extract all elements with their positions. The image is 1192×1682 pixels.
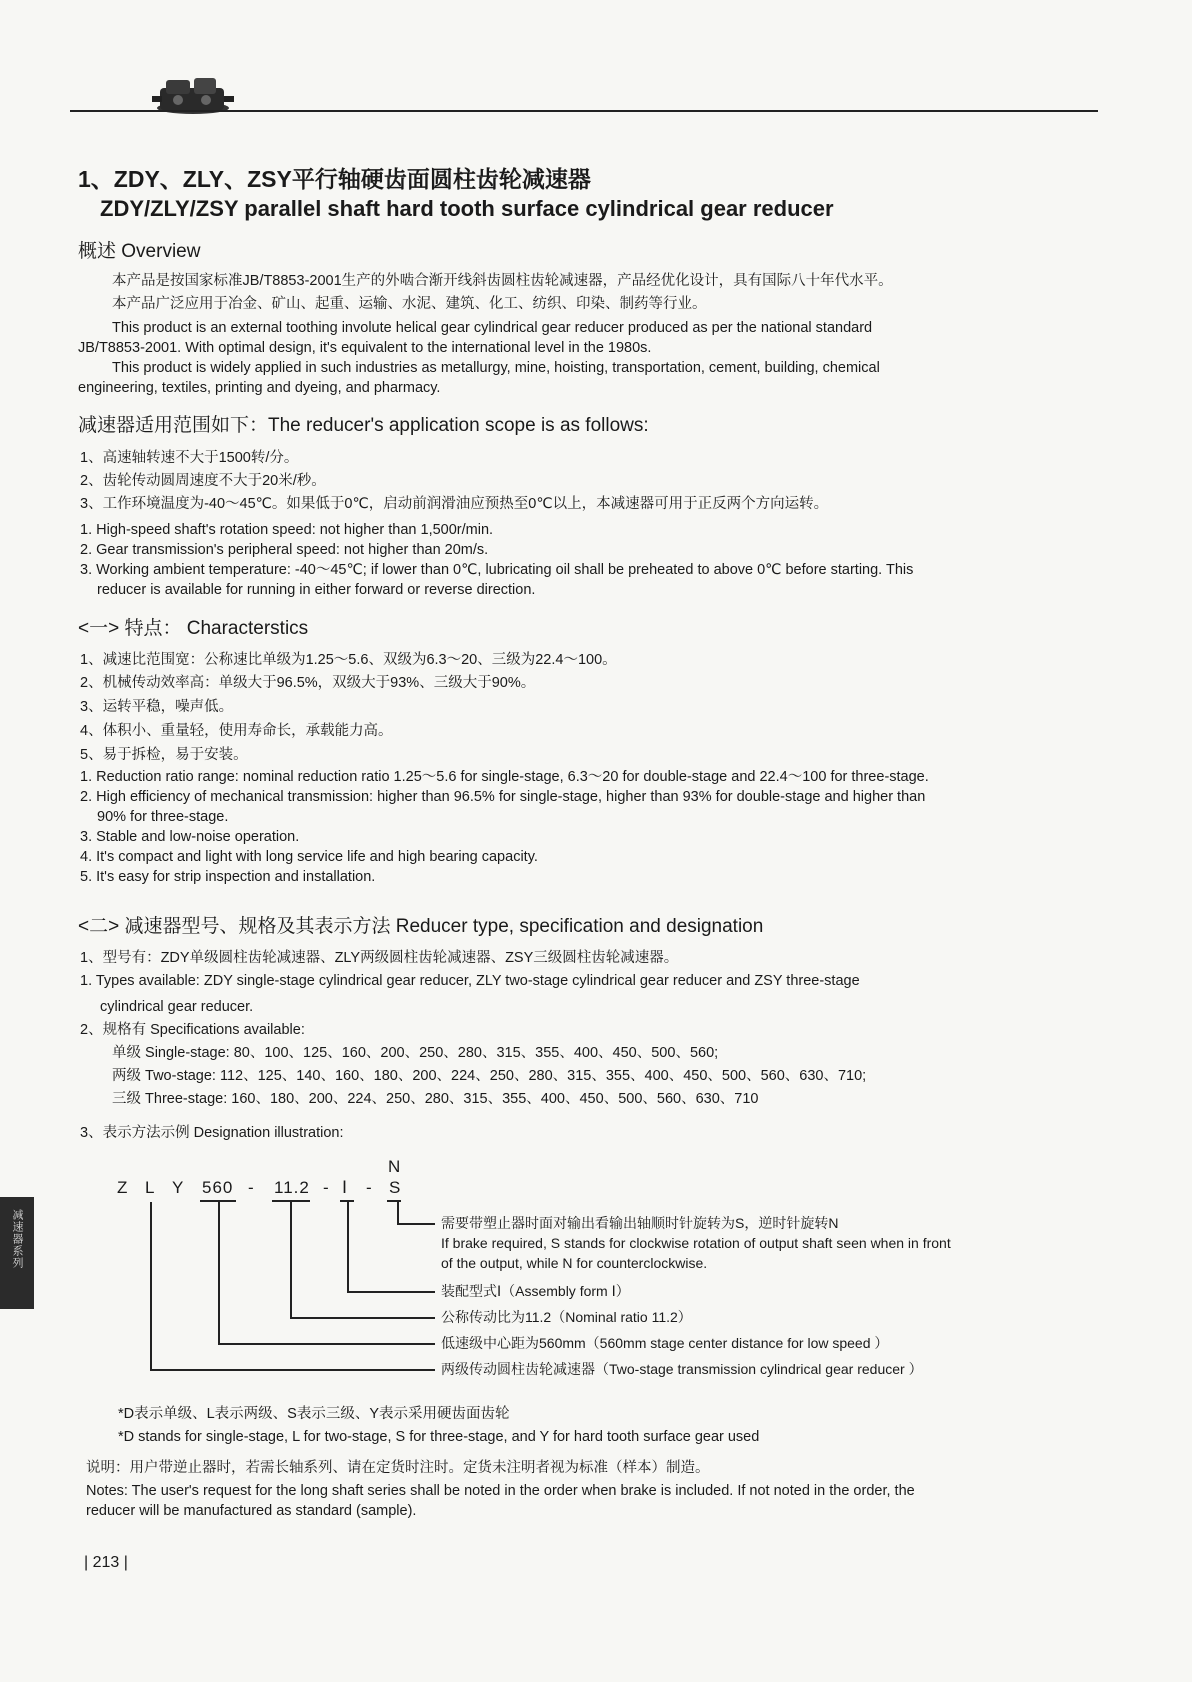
title-block <box>78 164 834 224</box>
scope-en-1: 1. High-speed shaft's rotation speed: not higher than 1,500r/min. <box>80 522 494 538</box>
code-direction-n: N <box>388 1157 402 1176</box>
side-tab-label: 减速器系列 <box>11 1209 23 1269</box>
title-cn: 1、ZDY、ZLY、ZSY平行轴硬齿面圆柱齿轮减速器 <box>78 166 591 192</box>
header-rule <box>70 110 1098 112</box>
designation-heading: 3、表示方法示例 Designation illustration: <box>80 1125 344 1141</box>
features-en-5: 5. It's easy for strip inspection and installation. <box>80 869 376 885</box>
features-heading: <一> 特点： Characterstics <box>78 618 309 639</box>
leader-type-h <box>150 1369 435 1371</box>
types-heading: <二> 减速器型号、规格及其表示方法 Reducer type, specification and designation <box>78 916 764 937</box>
code-ratio: 11.2 <box>274 1178 310 1197</box>
scope-en-3: 3. Working ambient temperature: -40～45℃; if lower than 0℃, lubricating oil shall be preheated to above 0℃ before starting. This <box>80 562 914 578</box>
overview-en-2a: This product is widely applied in such industries as metallurgy, mine, hoisting, transportation, cement, building, chemical <box>112 360 880 376</box>
features-en-3: 3. Stable and low-noise operation. <box>80 829 300 845</box>
code-dash-3: - <box>366 1178 373 1197</box>
code-dash-2: - <box>323 1178 330 1197</box>
code-l: L <box>145 1178 156 1197</box>
leader-direction-v <box>397 1202 399 1224</box>
features-en-4: 4. It's compact and light with long service life and high bearing capacity. <box>80 849 538 865</box>
features-cn-5: 5、易于拆检，易于安装。 <box>80 747 248 763</box>
features-en-2b: 90% for three-stage. <box>97 809 229 825</box>
page-number: | 213 | <box>84 1554 128 1571</box>
center-distance-desc: 低速级中心距为560mm（560mm stage center distance for low speed ） <box>441 1335 889 1351</box>
leader-ratio-h <box>290 1317 435 1319</box>
note-en-a: Notes: The user's request for the long shaft series shall be noted in the order when brake is included. If not noted in the order, the <box>86 1483 915 1499</box>
features-cn-4: 4、体积小、重量轻，使用寿命长，承载能力高。 <box>80 723 393 739</box>
types-three-stage: 三级 Three-stage: 160、180、200、224、250、280、315、355、400、450、500、560、630、710 <box>112 1091 759 1107</box>
leader-size-h <box>218 1343 435 1345</box>
note-star-en: *D stands for single-stage, L for two-stage, S for three-stage, and Y for hard tooth surface gear used <box>118 1429 760 1445</box>
code-z: Z <box>117 1178 129 1197</box>
leader-form-v <box>347 1202 349 1292</box>
brake-desc-en-1: If brake required, S stands for clockwise rotation of output shaft seen when in front <box>441 1235 951 1251</box>
features-cn-3: 3、运转平稳，噪声低。 <box>80 699 234 715</box>
note-en-b: reducer will be manufactured as standard (sample). <box>86 1503 417 1519</box>
scope-cn-3: 3、工作环境温度为-40～45℃。如果低于0℃，启动前润滑油应预热至0℃以上，本减速器可用于正反两个方向运转。 <box>80 496 829 512</box>
overview-en-1a: This product is an external toothing involute helical gear cylindrical gear reducer produced as per the national standard <box>112 320 873 336</box>
scope-cn-1: 1、高速轴转速不大于1500转/分。 <box>80 450 299 466</box>
types-en-1a: 1. Types available: ZDY single-stage cylindrical gear reducer, ZLY two-stage cylindrical gear reducer and ZSY three-stage <box>80 973 860 989</box>
type-desc: 两级传动圆柱齿轮减速器（Two-stage transmission cylindrical gear reducer ） <box>441 1361 923 1377</box>
note-cn: 说明：用户带逆止器时，若需长轴系列、请在定货时注时。定货未注明者视为标准（样本）制造。 <box>86 1460 710 1476</box>
features-en-1: 1. Reduction ratio range: nominal reduction ratio 1.25～5.6 for single-stage, 6.3～20 for double-stage and 22.4～100 for three-stage. <box>80 769 929 785</box>
note-star-cn: *D表示单级、L表示两级、S表示三级、Y表示采用硬齿面齿轮 <box>118 1406 510 1422</box>
overview-en-2b: engineering, textiles, printing and dyeing, and pharmacy. <box>78 380 441 396</box>
brake-desc-en-2: of the output, while N for counterclockwise. <box>441 1255 708 1271</box>
features-cn-2: 2、机械传动效率高：单级大于96.5%，双级大于93%、三级大于90%。 <box>80 675 536 691</box>
code-direction-s: S <box>389 1178 402 1197</box>
scope-en-2: 2. Gear transmission's peripheral speed: not higher than 20m/s. <box>80 542 489 558</box>
scope-en-3b: reducer is available for running in either forward or reverse direction. <box>97 582 536 598</box>
side-tab <box>0 1197 34 1309</box>
overview-heading: 概述 Overview <box>78 241 201 262</box>
features-cn-1: 1、减速比范围宽：公称速比单级为1.25～5.6、双级为6.3～20、三级为22.4～100。 <box>80 652 617 668</box>
assembly-desc: 装配型式Ⅰ（Assembly form Ⅰ） <box>441 1283 630 1299</box>
ratio-desc: 公称传动比为11.2（Nominal ratio 11.2） <box>441 1309 692 1325</box>
types-single-stage: 单级 Single-stage: 80、100、125、160、200、250、280、315、355、400、450、500、560; <box>112 1045 719 1061</box>
leader-direction-h <box>397 1223 435 1225</box>
title-en: ZDY/ZLY/ZSY parallel shaft hard tooth surface cylindrical gear reducer <box>100 196 834 221</box>
leader-ratio-v <box>290 1202 292 1318</box>
types-two-stage: 两级 Two-stage: 112、125、140、160、180、200、224、250、280、315、355、400、450、500、560、630、710; <box>112 1068 867 1084</box>
code-dash-1: - <box>248 1178 255 1197</box>
features-en-2: 2. High efficiency of mechanical transmission: higher than 96.5% for single-stage, higher than 93% for double-stage and higher than <box>80 789 926 805</box>
overview-en-1b: JB/T8853-2001. With optimal design, it's equivalent to the international level in the 1980s. <box>78 340 652 356</box>
overview-cn-2: 本产品广泛应用于冶金、矿山、起重、运输、水泥、建筑、化工、纺织、印染、制药等行业。 <box>112 296 707 312</box>
leader-size-v <box>218 1202 220 1344</box>
leader-form-h <box>347 1291 435 1293</box>
scope-cn-2: 2、齿轮传动圆周速度不大于20米/秒。 <box>80 473 326 489</box>
scope-heading: 减速器适用范围如下：The reducer's application scope is as follows: <box>78 415 649 436</box>
code-form: Ⅰ <box>342 1178 349 1197</box>
types-cn-1: 1、型号有：ZDY单级圆柱齿轮减速器、ZLY两级圆柱齿轮减速器、ZSY三级圆柱齿轮减速器。 <box>80 950 679 966</box>
types-en-1b: cylindrical gear reducer. <box>100 999 254 1015</box>
brake-desc-cn: 需要带塑止器时面对输出看输出轴顺时针旋转为S，逆时针旋转N <box>441 1215 839 1231</box>
types-spec-heading: 2、规格有 Specifications available: <box>80 1022 305 1038</box>
leader-type-v <box>150 1202 152 1370</box>
code-direction-underline <box>387 1200 401 1202</box>
code-y: Y <box>172 1178 185 1197</box>
overview-cn-1: 本产品是按国家标准JB/T8853-2001生产的外啮合渐开线斜齿圆柱齿轮减速器，产品经优化设计，具有国际八十年代水平。 <box>112 273 893 289</box>
code-size: 560 <box>202 1178 234 1197</box>
